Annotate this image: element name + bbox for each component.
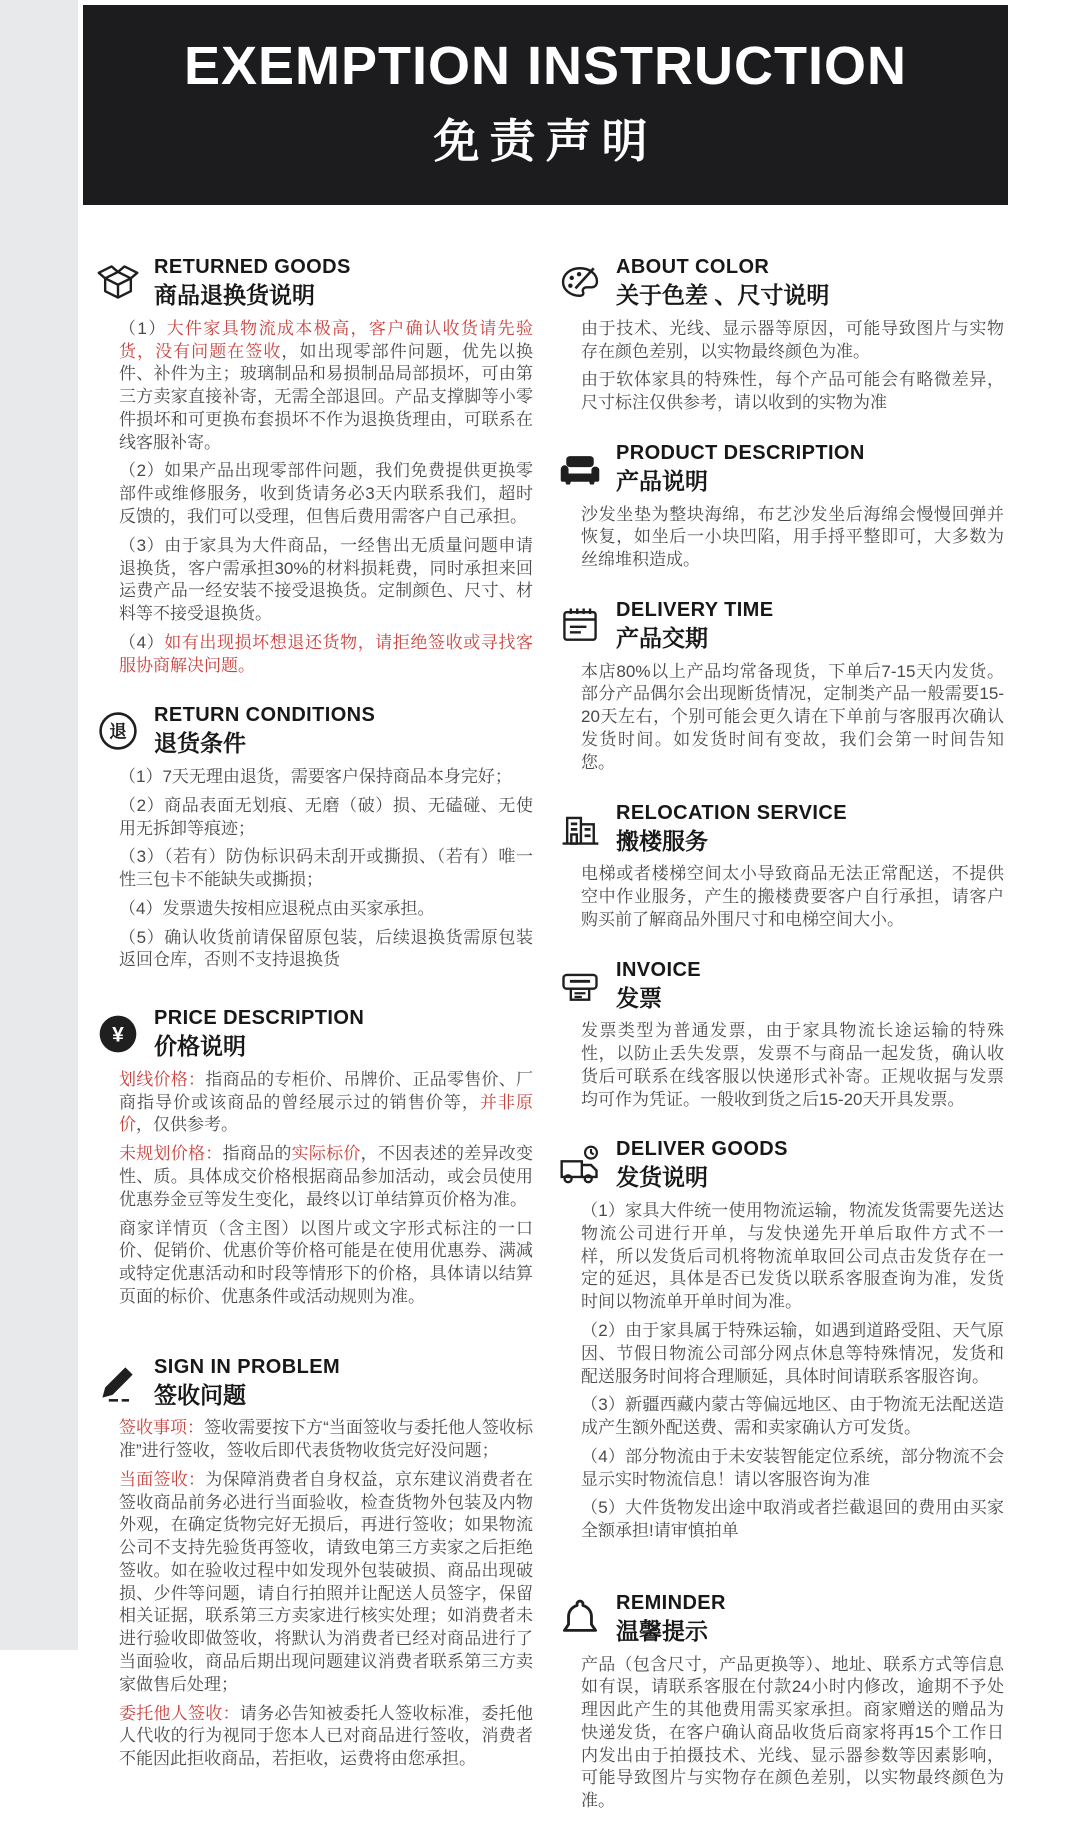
page-title-en: EXEMPTION INSTRUCTION [183, 36, 908, 96]
body-text: 商家详情页（含主图）以图片或文字形式标注的一口价、促销价、优惠价等价格可能是在使用优惠券、满减或特定优惠活动和时段等情形下的价格，具体请以结算页面的标价、优惠条件或活动规则为准。 [119, 1218, 533, 1306]
body-text: 为保障消费者自身权益，京东建议消费者在签收商品前务必进行当面验收，检查货物外包装及内物外观，在确定货物完好无损后，再进行签收；如果物流公司不支持先验货再签收，请致电第三方卖家之后拒绝签收。如在验收过程中如发现外包装破损、商品出现破损、少件等问题，请自行拍照并让配送人员签字，保留相关证据，联系第三方卖家进行核实处理；如消费者未进行验收即做签收，将默认为消费者已经对商品进行了当面验收，商品后期出现问题建议消费者联系第三方卖家做售后处理； [119, 1469, 534, 1694]
section-deliver-goods [557, 1137, 1004, 1542]
body-text: （4）发票遗失按相应退税点由买家承担。 [119, 898, 435, 918]
body-text: （2）如果产品出现零部件问题，我们免费提供更换零部件或维修服务，收到货请务必3天内联系我们，超时反馈的，我们可以受理，但售后费用需客户自己承担。 [119, 461, 533, 526]
paragraph [581, 1020, 1004, 1111]
section-titles [616, 598, 773, 653]
highlight-text: 未规划价格： [119, 1144, 223, 1164]
left-gutter [0, 0, 78, 1650]
section-titles [616, 1591, 726, 1646]
paragraph [581, 661, 1004, 775]
paragraph [581, 1394, 1004, 1440]
section-body [95, 766, 533, 972]
highlight-text: 如有出现损坏想退还货物，请拒绝签收或寻找客服协商解决问题。 [119, 632, 533, 675]
section-title-zh: 价格说明 [154, 1033, 246, 1060]
section-heading [557, 1591, 1004, 1646]
body-text: 本店80%以上产品均常备现货，下单后7-15天内发货。部分产品偶尔会出现断货情况，定制类产品一般需要15-20天左右，个别可能会更久请在下单前与客服再次确认发货时间。如发货时间有变故，我们会第一时间告知您。 [581, 661, 1004, 772]
body-text: （4）部分物流由于未安装智能定位系统，部分物流不会显示实时物流信息！请以客服咨询为准 [581, 1446, 1004, 1489]
section-heading [557, 801, 1004, 856]
section-title-en: DELIVER GOODS [616, 1138, 788, 1161]
section-body [95, 1417, 533, 1770]
section-delivery-time [557, 598, 1004, 775]
sofa-icon [557, 445, 603, 491]
paragraph [581, 318, 1004, 364]
section-title-en: SIGN IN PROBLEM [154, 1355, 341, 1378]
paragraph [119, 1703, 533, 1771]
section-title-en: PRICE DESCRIPTION [154, 1007, 365, 1030]
section-title-en: REMINDER [616, 1591, 726, 1614]
content-area [83, 205, 1008, 1839]
body-text: 沙发坐垫为整块海绵，布艺沙发坐后海绵会慢慢回弹并恢复，如坐后一小块凹陷，用手捋平整即可，大多数为丝绵堆积造成。 [581, 504, 1004, 570]
paragraph [119, 1218, 533, 1309]
section-body [95, 1069, 533, 1309]
section-title-en: INVOICE [616, 958, 702, 981]
body-text: 请务必告知被委托人签收标准，委托他人代收的行为视同于您本人已对商品进行签收，消费者不能因此拒收商品，若拒收，运费将由您承担。 [119, 1703, 534, 1769]
paragraph [119, 927, 533, 973]
body-text: （1）家具大件统一使用物流运输，物流发货需要先送达物流公司进行开单，与发快递先开单后取件方式不一样，所以发货后司机将物流单取回公司点击发货存在一定的延迟，具体是否已发货以联系客服查询为准，发货时间以物流单开单时间为准。 [581, 1201, 1004, 1312]
body-text: ，仅供参考。 [136, 1115, 238, 1135]
body-text: 发票类型为普通发票，由于家具物流长途运输的特殊性，以防止丢失发票，发票不与商品一起发货，确认收货后可联系在线客服以快递形式补寄。正规收据与发票均可作为凭证。一般收到货之后15-20天开具发票。 [581, 1021, 1004, 1109]
paragraph [581, 504, 1004, 572]
section-heading [95, 703, 533, 758]
paragraph [581, 1654, 1004, 1813]
page-header-banner [83, 5, 1008, 205]
section-body [557, 504, 1004, 572]
section-title-zh: 发货说明 [616, 1164, 708, 1191]
section-heading [557, 958, 1004, 1013]
body-text: （1） [119, 318, 167, 338]
body-text: （1）7天无理由退货，需要客户保持商品本身完好； [119, 767, 512, 787]
highlight-text: 大件家具物流成本极高，客户确认收货请先验货，没有问题在签收 [119, 318, 533, 361]
palette-icon [557, 259, 603, 305]
body-text: （3）由于家具为大件商品，一经售出无质量问题申请退换货，客户需承担30%的材料损耗费，同时承担来回运费产品一经安装不接受退换货。定制颜色、尺寸、材料等不接受退换货。 [119, 535, 533, 624]
disclaimer-page [83, 0, 1008, 1839]
section-body [557, 1020, 1004, 1111]
section-titles [616, 958, 701, 1013]
section-return-conditions [95, 703, 533, 972]
page-title-zh: 免责声明 [433, 115, 658, 168]
section-titles [616, 801, 847, 856]
section-title-en: RETURN CONDITIONS [154, 704, 376, 727]
section-title-zh: 退货条件 [154, 730, 246, 757]
body-text: 产品（包含尺寸，产品更换等）、地址、联系方式等信息如有误，请联系客服在付款24小时内修改，逾期不予处理因此产生的其他费用需买家承担。商家赠送的赠品为快递发货，在客户确认商品收货后商家将再15个工作日内发出由于拍摄技术、光线、显示器参数等因素影响，可能导致图片与实物存在颜色差别，以实物最终颜色为准。 [581, 1654, 1004, 1811]
svg-text:¥: ¥ [112, 1022, 124, 1046]
paragraph [119, 535, 533, 626]
section-title-en: RELOCATION SERVICE [616, 801, 847, 824]
paragraph [119, 460, 533, 528]
body-text: 签收需要按下方“当面签收与委托他人签收标准”进行签收，签收后即代表货物收货完好没问题； [119, 1418, 533, 1461]
section-body [557, 318, 1004, 415]
highlight-text: 当面签收： [119, 1469, 206, 1489]
return-circle-icon [95, 708, 141, 754]
section-product-description [557, 441, 1004, 572]
paragraph [119, 795, 533, 841]
section-price-description [95, 1006, 533, 1308]
body-text: （3）新疆西藏内蒙古等偏远地区、由于物流无法配送造成产生额外配送费、需和卖家确认方可发货。 [581, 1395, 1004, 1438]
svg-text:退: 退 [109, 721, 127, 742]
highlight-text: 并非原价 [119, 1092, 534, 1135]
highlight-text: 实际标价 [291, 1144, 361, 1164]
left-column [95, 255, 533, 1839]
calendar-icon [557, 602, 603, 648]
section-title-zh: 关于色差 、尺寸说明 [616, 282, 830, 309]
paragraph [581, 369, 1004, 415]
section-sign-in-problem [95, 1355, 533, 1771]
section-title-zh: 签收问题 [154, 1381, 246, 1408]
section-title-zh: 产品交期 [616, 624, 708, 651]
paragraph [119, 318, 533, 455]
highlight-text: 签收事项： [119, 1418, 205, 1438]
right-column [557, 255, 1004, 1839]
paragraph [119, 766, 533, 789]
paragraph [581, 1497, 1004, 1543]
section-title-zh: 搬楼服务 [616, 827, 708, 854]
section-reminder [557, 1591, 1004, 1813]
body-text: （5）确认收货前请保留原包装，后续退换货需原包装返回仓库，否则不支持退换货 [119, 927, 533, 970]
yen-circle-icon [95, 1011, 141, 1057]
section-title-zh: 产品说明 [616, 467, 708, 494]
section-heading [95, 255, 533, 310]
paragraph [119, 1069, 533, 1137]
paragraph [581, 1200, 1004, 1314]
section-title-en: ABOUT COLOR [616, 256, 770, 279]
section-title-en: DELIVERY TIME [616, 598, 774, 621]
section-returned-goods [95, 255, 533, 677]
paragraph [119, 1417, 533, 1463]
body-text: （5）大件货物发出途中取消或者拦截退回的费用由买家全额承担!请审慎拍单 [581, 1498, 1004, 1541]
section-titles [616, 1137, 788, 1192]
section-titles [616, 255, 829, 310]
section-titles [154, 703, 375, 758]
section-heading [557, 255, 1004, 310]
section-body [557, 1200, 1004, 1543]
open-box-icon [95, 259, 141, 305]
section-heading [95, 1006, 533, 1061]
body-text: （4） [119, 632, 165, 652]
paragraph [119, 846, 533, 892]
highlight-text: 委托他人签收： [119, 1703, 240, 1723]
section-about-color [557, 255, 1004, 415]
section-heading [557, 441, 1004, 496]
paragraph [581, 1446, 1004, 1492]
highlight-text: 划线价格： [119, 1069, 206, 1089]
section-title-zh: 发票 [616, 984, 662, 1011]
printer-icon [557, 962, 603, 1008]
section-invoice [557, 958, 1004, 1112]
section-heading [95, 1355, 533, 1410]
building-icon [557, 805, 603, 851]
paragraph [119, 632, 533, 678]
body-text: 由于技术、光线、显示器等原因，可能导致图片与实物存在颜色差别，以实物最终颜色为准。 [581, 318, 1004, 361]
paragraph [119, 1469, 533, 1697]
section-body [557, 1654, 1004, 1813]
body-text: （2）商品表面无划痕、无磨（破）损、无磕碰、无使用无拆卸等痕迹； [119, 795, 533, 838]
section-title-en: RETURNED GOODS [154, 256, 351, 279]
body-text: （2）由于家具属于特殊运输，如遇到道路受阻、天气原因、节假日物流公司部分网点休息等特殊情况，发货和配送服务时间将合理顺延，具体时间请联系客服咨询。 [581, 1320, 1004, 1386]
paragraph [119, 1143, 533, 1211]
section-titles [616, 441, 865, 496]
paragraph [119, 898, 533, 921]
body-text: 指商品的 [222, 1144, 292, 1164]
section-titles [154, 1355, 340, 1410]
paragraph [581, 863, 1004, 931]
section-body [95, 318, 533, 677]
bell-icon [557, 1595, 603, 1641]
body-text: （3）（若有）防伪标识码未刮开或撕损、（若有）唯一性三包卡不能缺失或撕损； [119, 847, 533, 890]
section-body [557, 661, 1004, 775]
section-titles [154, 1006, 364, 1061]
section-titles [154, 255, 351, 310]
body-text: 电梯或者楼梯空间太小导致商品无法正常配送，不提供空中作业服务，产生的搬楼费要客户自行承担，请客户购买前了解商品外围尺寸和电梯空间大小。 [581, 864, 1004, 929]
section-title-en: PRODUCT DESCRIPTION [616, 441, 865, 464]
delivery-truck-icon [557, 1142, 603, 1188]
section-heading [557, 1137, 1004, 1192]
section-title-zh: 商品退换货说明 [154, 282, 315, 309]
section-title-zh: 温馨提示 [616, 1617, 708, 1644]
section-heading [557, 598, 1004, 653]
paragraph [581, 1320, 1004, 1388]
body-text: 指商品的专柜价、吊牌价、正品零售价、厂商指导价或该商品的曾经展示过的销售价等， [119, 1069, 534, 1112]
body-text: 由于软体家具的特殊性，每个产品可能会有略微差异，尺寸标注仅供参考，请以收到的实物为准 [581, 370, 1004, 413]
section-body [557, 863, 1004, 931]
section-relocation-service [557, 801, 1004, 932]
body-text: ，不因表述的差异改变性、质。具体成交价格根据商品参加活动，或会员使用优惠券金豆等发生变化，最终以订单结算页价格为准。 [119, 1144, 534, 1209]
pencil-icon [95, 1359, 141, 1405]
body-text: ，如出现零部件问题，优先以换件、补件为主；玻璃制品和易损制品局部损坏，可由第三方卖家直接补寄，无需全部退回。产品支撑脚等小零件损坏和可更换布套损坏不作为退换货理由，可联系在线客服补寄。 [119, 341, 534, 452]
